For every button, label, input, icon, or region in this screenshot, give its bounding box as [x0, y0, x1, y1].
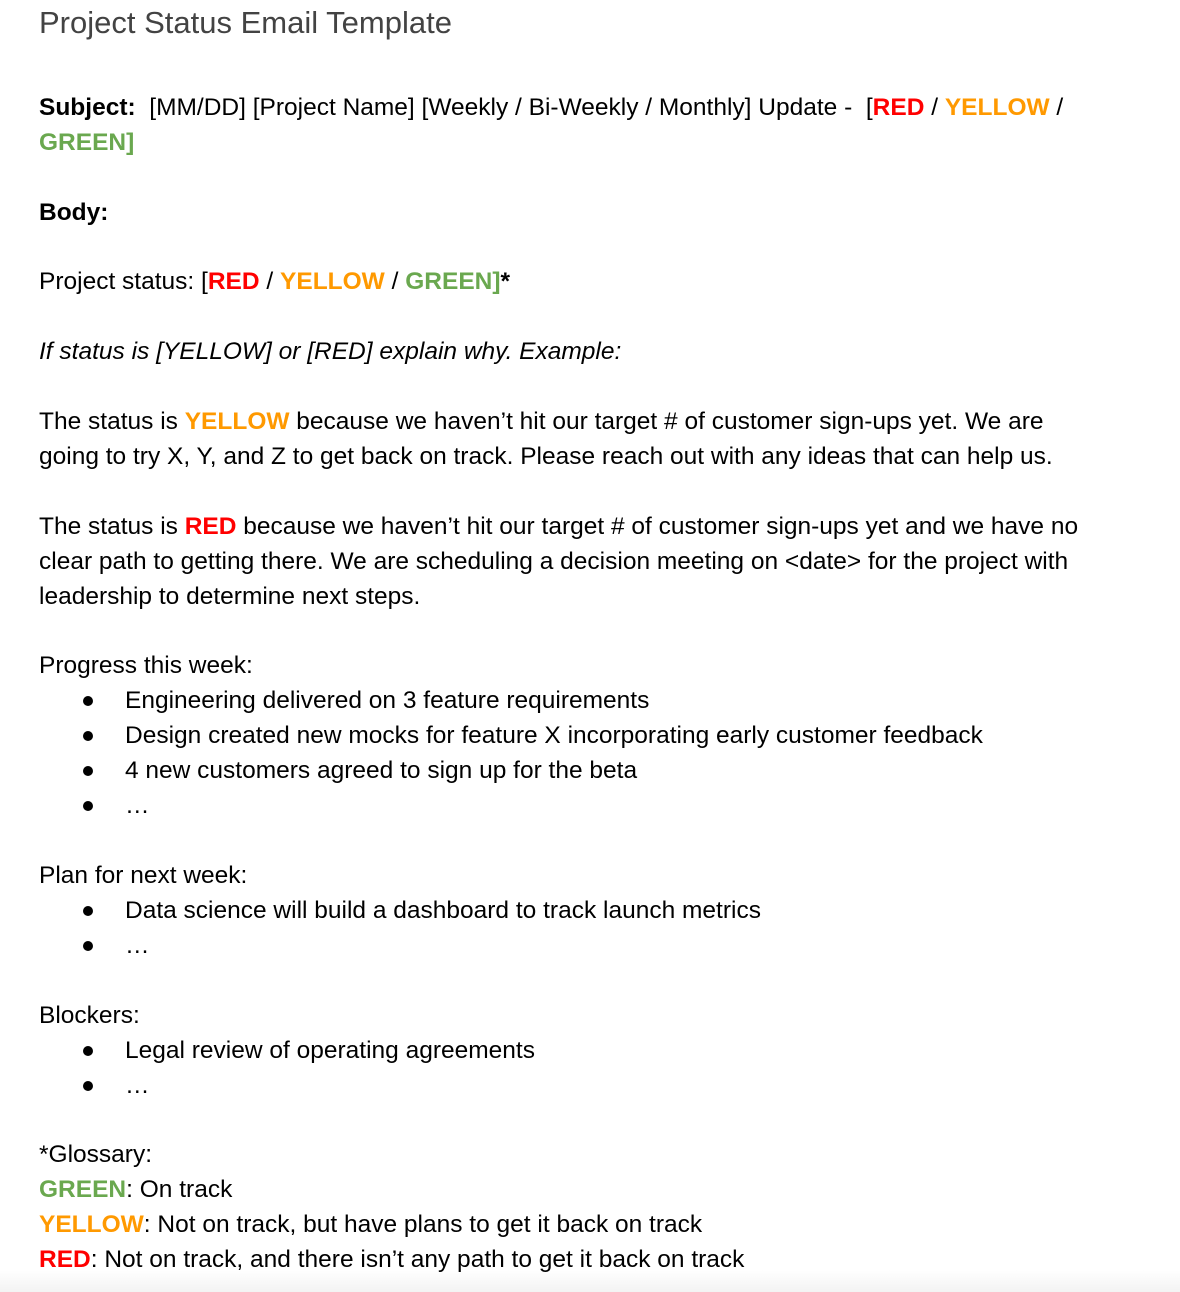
subject-text: [MM/DD] [Project Name] [Weekly / Bi-Weekly / Monthly] Update - [: [135, 94, 873, 121]
example-text: because we haven’t hit our target # of customer sign-ups yet and we have no: [236, 513, 1079, 540]
status-red: RED: [39, 1246, 91, 1273]
list-item: Engineering delivered on 3 feature requirements: [125, 687, 650, 714]
list-item: Data science will build a dashboard to track launch metrics: [125, 897, 761, 924]
status-yellow: YELLOW: [184, 408, 290, 435]
example-red-line-1: [39, 509, 1078, 544]
example-red-line-3: leadership to determine next steps.: [39, 583, 421, 610]
list-item: …: [125, 1072, 150, 1099]
asterisk: *: [500, 268, 511, 295]
list-item: 4 new customers agreed to sign up for the beta: [125, 757, 638, 784]
bullet-icon: [83, 906, 93, 916]
bullet-icon: [83, 1046, 93, 1056]
subject-label: Subject:: [39, 94, 136, 121]
separator: /: [1049, 94, 1064, 121]
status-green: GREEN: [39, 1176, 127, 1203]
example-red-line-2: clear path to getting there. We are scheduling a decision meeting on <date> for the project with: [39, 548, 1069, 575]
example-prefix: The status is: [39, 408, 185, 435]
bullet-icon: [83, 941, 93, 951]
example-text: because we haven’t hit our target # of customer sign-ups yet. We are: [289, 408, 1044, 435]
project-status-label: Project status: [: [39, 268, 208, 295]
example-prefix: The status is: [39, 513, 185, 540]
glossary-entry-green: [39, 1172, 232, 1207]
bullet-icon: [83, 766, 93, 776]
list-item: Design created new mocks for feature X incorporating early customer feedback: [125, 722, 983, 749]
progress-heading: Progress this week:: [39, 652, 253, 679]
project-status-line: [39, 264, 510, 299]
bullet-icon: [83, 1081, 93, 1091]
list-item: Legal review of operating agreements: [125, 1037, 535, 1064]
status-red: RED: [207, 268, 260, 295]
blockers-heading: Blockers:: [39, 1002, 140, 1029]
glossary-definition: : Not on track, but have plans to get it back on track: [143, 1211, 703, 1238]
separator: /: [384, 268, 406, 295]
plan-heading: Plan for next week:: [39, 862, 248, 889]
glossary-entry-red: [39, 1242, 744, 1277]
bullet-icon: [83, 696, 93, 706]
example-yellow-line-1: [39, 404, 1044, 439]
instruction-text: If status is [YELLOW] or [RED] explain why. Example:: [39, 338, 622, 365]
glossary-definition: : Not on track, and there isn’t any path to get it back on track: [90, 1246, 745, 1273]
bullet-icon: [83, 731, 93, 741]
glossary-entry-yellow: [39, 1207, 702, 1242]
status-yellow: YELLOW: [944, 94, 1050, 121]
subject-line: [39, 90, 1063, 125]
status-yellow: YELLOW: [39, 1211, 144, 1238]
status-red: RED: [184, 513, 237, 540]
status-yellow: YELLOW: [280, 268, 385, 295]
status-green: GREEN]: [39, 129, 135, 156]
list-item: …: [125, 792, 150, 819]
list-item: …: [125, 932, 150, 959]
page-title: Project Status Email Template: [39, 5, 452, 40]
glossary-heading: *Glossary:: [39, 1141, 153, 1168]
separator: /: [259, 268, 281, 295]
status-green: GREEN]: [405, 268, 501, 295]
status-red: RED: [872, 94, 925, 121]
subject-line-2: [39, 125, 134, 160]
bullet-icon: [83, 801, 93, 811]
example-yellow-line-2: going to try X, Y, and Z to get back on track. Please reach out with any ideas that can help us.: [39, 443, 1053, 470]
body-label: Body:: [39, 199, 109, 226]
separator: /: [924, 94, 945, 121]
glossary-definition: : On track: [126, 1176, 233, 1203]
